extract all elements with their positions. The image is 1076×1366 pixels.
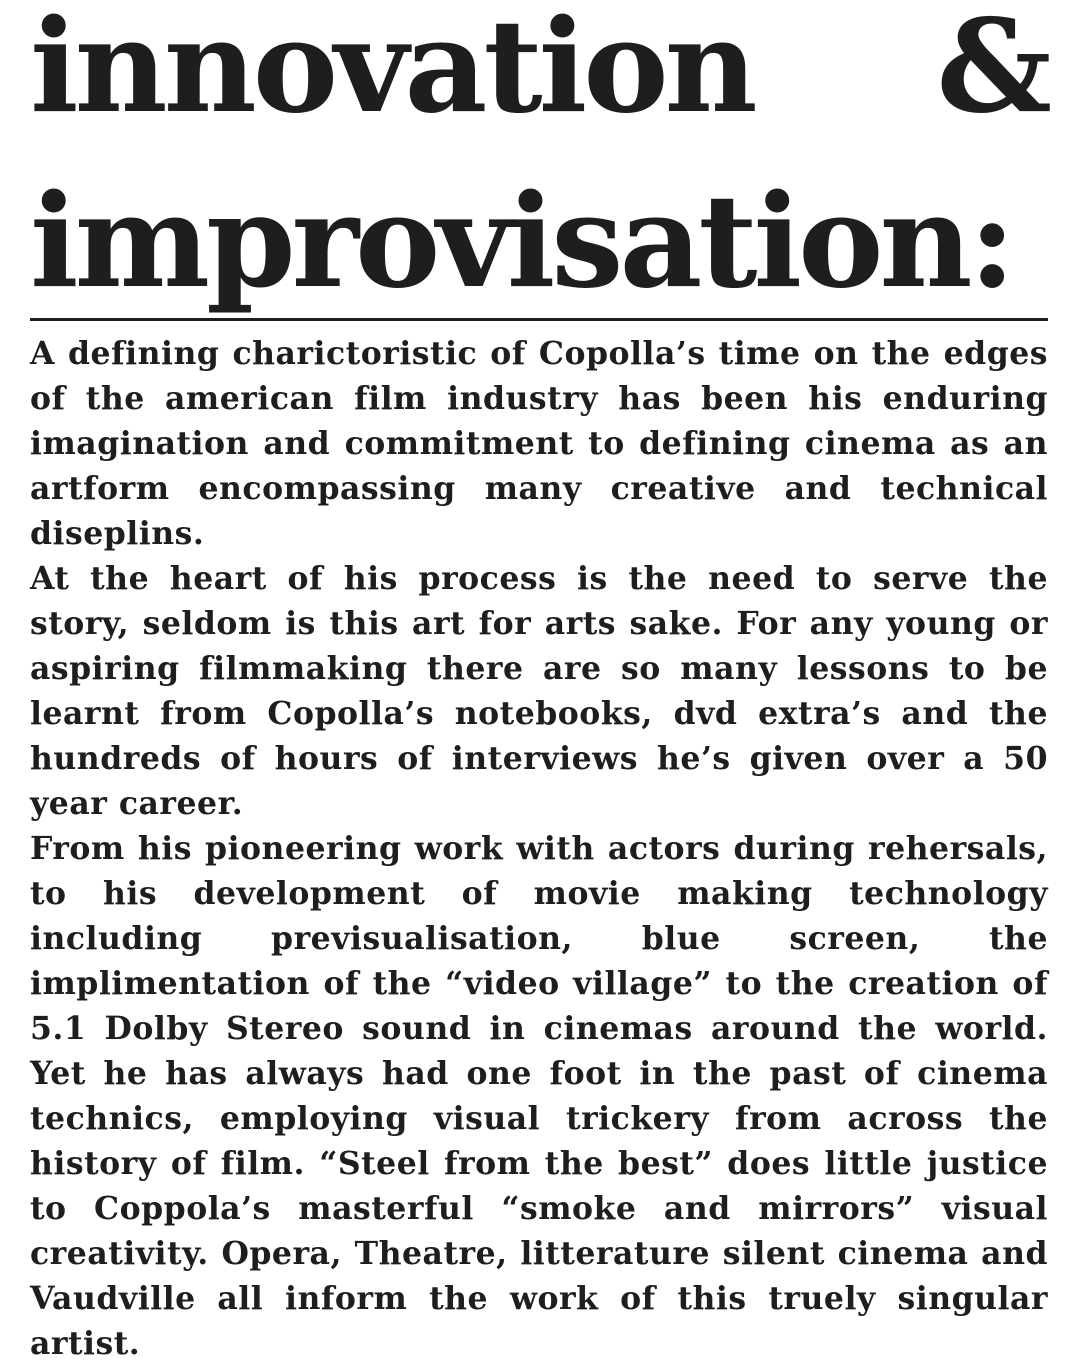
headline-line-2 — [30, 155, 1048, 330]
headline-word-improvisation: improvisation: — [30, 167, 1012, 317]
headline-ampersand: & — [936, 0, 1048, 142]
document-page — [30, 0, 1048, 1366]
paragraph-1: A defining charictoristic of Copolla’s time on the edges of the american film industry has been his enduring imagination and commitment to defining cinema as an artform encompassing many creative and technical diseplins. — [30, 335, 1048, 552]
paragraph-2: At the heart of his process is the need to serve the story, seldom is this art for arts sake. For any young or aspiring filmmaking there are so many lessons to be learnt from Copolla’s notebooks, dvd extra’s and the hundreds of hours of interviews he’s given over a 50 year career. — [30, 560, 1048, 822]
paragraph-3: From his pioneering work with actors during rehersals, to his development of movie making technology including previsualisation, blue screen, the implimentation of the “video village” to the creation of 5.1 Dolby Stereo sound in cinemas around the world. Yet he has always had one foot in the past of cinema technics, employing visual trickery from across the history of film. “Steel from the best” does little justice to Coppola’s masterful “smoke and mirrors” visual creativity. Opera, Theatre, litterature silent cinema and Vaudville all inform the work of this truely singular artist. — [30, 830, 1048, 1362]
headline-line-1 — [30, 0, 1048, 155]
headline-word-innovation: innovation — [30, 0, 754, 142]
headline — [30, 0, 1048, 330]
article-body — [30, 331, 1048, 1366]
